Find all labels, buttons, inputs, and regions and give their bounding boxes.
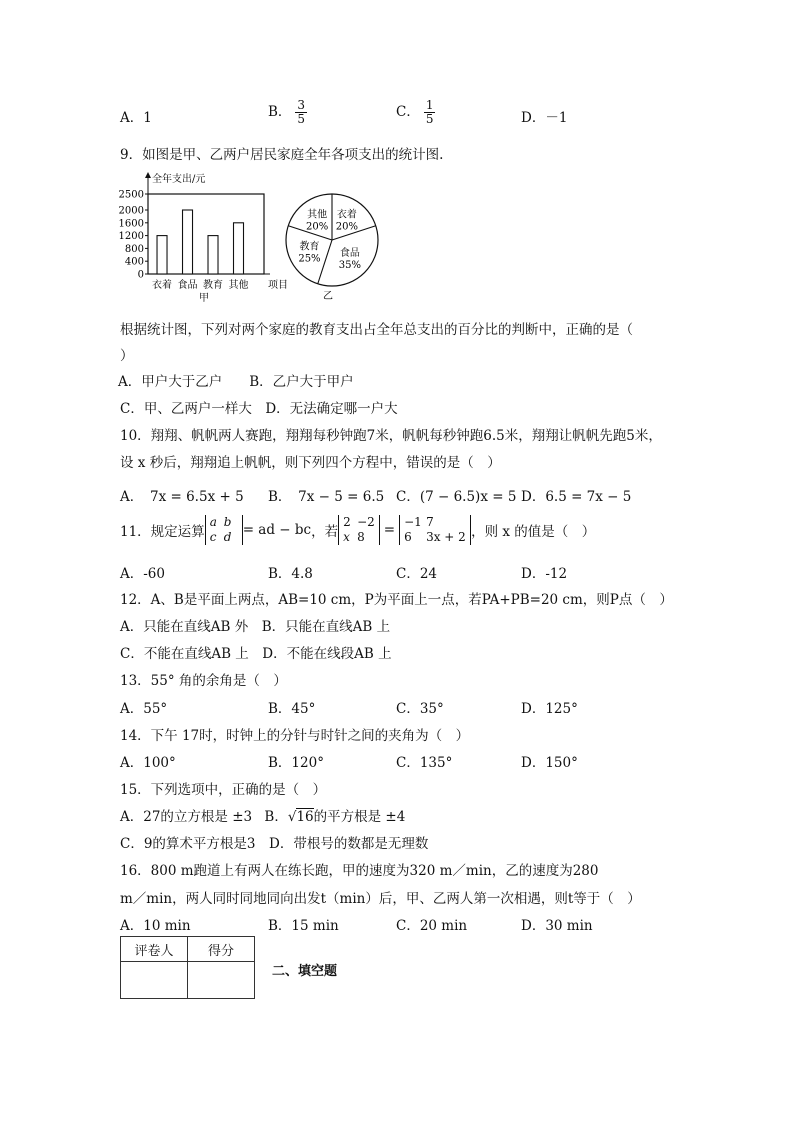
pie-slice-label: 教育 <box>299 241 320 253</box>
q8-option-c: C． $\frac{1}{5}$ <box>396 98 434 126</box>
determinant-left: 2 −2 x 8 <box>338 515 380 545</box>
y-tick-label: 400 <box>124 256 144 268</box>
q14-option-d: D．150° <box>521 755 578 771</box>
y-tick-label: 1600 <box>118 218 144 230</box>
y-tick-label: 0 <box>137 269 144 281</box>
q8-option-a: A．1 <box>120 110 152 126</box>
q9-options-ab: A．甲户大于乙户 B．乙户大于甲户 <box>118 374 354 390</box>
x-tick-label: 食品 <box>177 280 198 291</box>
score-table-header-score: 得分 <box>188 937 255 962</box>
bar-3 <box>234 223 244 274</box>
q16-option-d: D．30 min <box>521 918 593 934</box>
q10-option-b: B． 7x − 5 = 6.5 <box>268 489 385 505</box>
q13-option-d: D．125° <box>521 701 578 717</box>
q13-stem: 13．55° 角的余角是（ ） <box>120 673 287 689</box>
q14-stem: 14．下午 17时，时钟上的分针与时针之间的夹角为（ ） <box>120 728 470 744</box>
q11-option-d: D．-12 <box>521 566 568 582</box>
q16-stem-1: 16．800 m跑道上有两人在练长跑，甲的速度为320 m／min，乙的速度为280 <box>120 863 599 879</box>
q15-options-ab: A．27的立方根是 ±3 B．√16的平方根是 ±4 <box>120 809 406 825</box>
pie-slice-label: 衣着 <box>336 209 357 221</box>
x-tick-label: 其他 <box>228 280 249 291</box>
y-tick-label: 2000 <box>118 205 144 217</box>
q14-option-a: A．100° <box>120 755 176 771</box>
q15-options-cd: C．9的算术平方根是3 D．带根号的数都是无理数 <box>120 836 429 852</box>
q11-option-c: C．24 <box>396 566 438 582</box>
pie-slice-pct: 20% <box>306 221 329 233</box>
determinant-right: −1 7 6 3x + 2 <box>399 515 471 545</box>
pie-slice-label: 其他 <box>307 209 328 221</box>
q9-stem: 9．如图是甲、乙两户居民家庭全年各项支出的统计图. <box>120 147 444 163</box>
x-tick-label: 衣着 <box>152 280 173 291</box>
q13-option-c: C．35° <box>396 701 444 717</box>
pie-slice-label: 食品 <box>339 247 360 259</box>
pie-slice-pct: 25% <box>298 253 321 265</box>
y-tick-label: 2500 <box>118 189 144 201</box>
q8-option-b: B． $\frac{3}{5}$ <box>268 98 306 126</box>
sqrt-symbol: √ <box>287 809 297 825</box>
score-table <box>120 936 255 999</box>
q16-option-b: B．15 min <box>268 918 339 934</box>
score-table-cell-score[interactable] <box>188 962 255 999</box>
q16-stem-2: m／min，两人同时同地同向出发t（min）后，甲、乙两人第一次相遇，则t等于（ ） <box>120 891 641 907</box>
q10-stem-1: 10．翔翔、帆帆两人赛跑，翔翔每秒钟跑7米，帆帆每秒钟跑6.5米，翔翔让帆帆先跑5米， <box>120 428 662 444</box>
q8-option-d: D．－1 <box>521 110 568 126</box>
q16-option-c: C．20 min <box>396 918 468 934</box>
q12-options-ab: A．只能在直线AB 外 B．只能在直线AB 上 <box>120 619 391 635</box>
bar-0 <box>157 236 167 274</box>
pie-slice-pct: 20% <box>335 221 358 233</box>
q10-option-a: A． 7x = 6.5x + 5 <box>120 489 244 505</box>
x-axis-label: 项目 <box>268 280 288 291</box>
score-table-header-grader: 评卷人 <box>121 937 188 962</box>
q11-option-a: A．-60 <box>120 566 165 582</box>
bar-2 <box>208 236 218 274</box>
q12-stem: 12．A、B是平面上两点，AB=10 cm，P为平面上一点，若PA+PB=20 cm，则P点（ ） <box>120 592 673 608</box>
q16-option-a: A．10 min <box>120 918 191 934</box>
q11-stem: 11．规定运算 a b c d = ad − bc ，若 2 −2 x 8 = −1 7 6 3x + 2 ，则 x 的值是（ ） <box>120 515 596 544</box>
q10-option-c: C．(7 − 6.5)x = 5 <box>396 489 517 505</box>
q11-option-b: B．4.8 <box>268 566 313 582</box>
y-axis-label: 全年支出/元 <box>152 174 206 185</box>
section-title: 二、填空题 <box>272 964 338 979</box>
q14-option-c: C．135° <box>396 755 453 771</box>
q15-stem: 15．下列选项中，正确的是（ ） <box>120 782 327 798</box>
y-tick-label: 1200 <box>118 231 144 243</box>
score-table-cell-grader[interactable] <box>121 962 188 999</box>
bar-chart-jia <box>118 170 294 304</box>
pie-chart-yi <box>280 190 386 304</box>
y-tick-label: 800 <box>124 243 144 255</box>
x-tick-label: 教育 <box>203 280 224 291</box>
q14-option-b: B．120° <box>268 755 324 771</box>
q10-option-d: D．6.5 = 7x − 5 <box>521 489 632 505</box>
q13-option-b: B．45° <box>268 701 316 717</box>
pie-chart-caption: 乙 <box>323 291 333 302</box>
pie-slice-pct: 35% <box>338 259 362 271</box>
bar-1 <box>183 210 193 274</box>
fraction: $\frac{3}{5}$ <box>297 98 306 126</box>
determinant-definition: a b c d <box>205 515 243 545</box>
q9-text-1: 根据统计图，下列对两个家庭的教育支出占全年总支出的百分比的判断中，正确的是（ <box>120 322 633 338</box>
fraction: $\frac{1}{5}$ <box>425 98 434 126</box>
q9-text-2: ） <box>120 348 134 364</box>
q9-options-cd: C．甲、乙两户一样大 D．无法确定哪一户大 <box>120 401 398 417</box>
q12-options-cd: C．不能在直线AB 上 D．不能在线段AB 上 <box>120 646 392 662</box>
q10-stem-2: 设 x 秒后，翔翔追上帆帆，则下列四个方程中，错误的是（ ） <box>120 455 501 471</box>
bar-chart-caption: 甲 <box>199 293 209 304</box>
q13-option-a: A．55° <box>120 701 168 717</box>
y-axis-arrow <box>145 172 151 178</box>
